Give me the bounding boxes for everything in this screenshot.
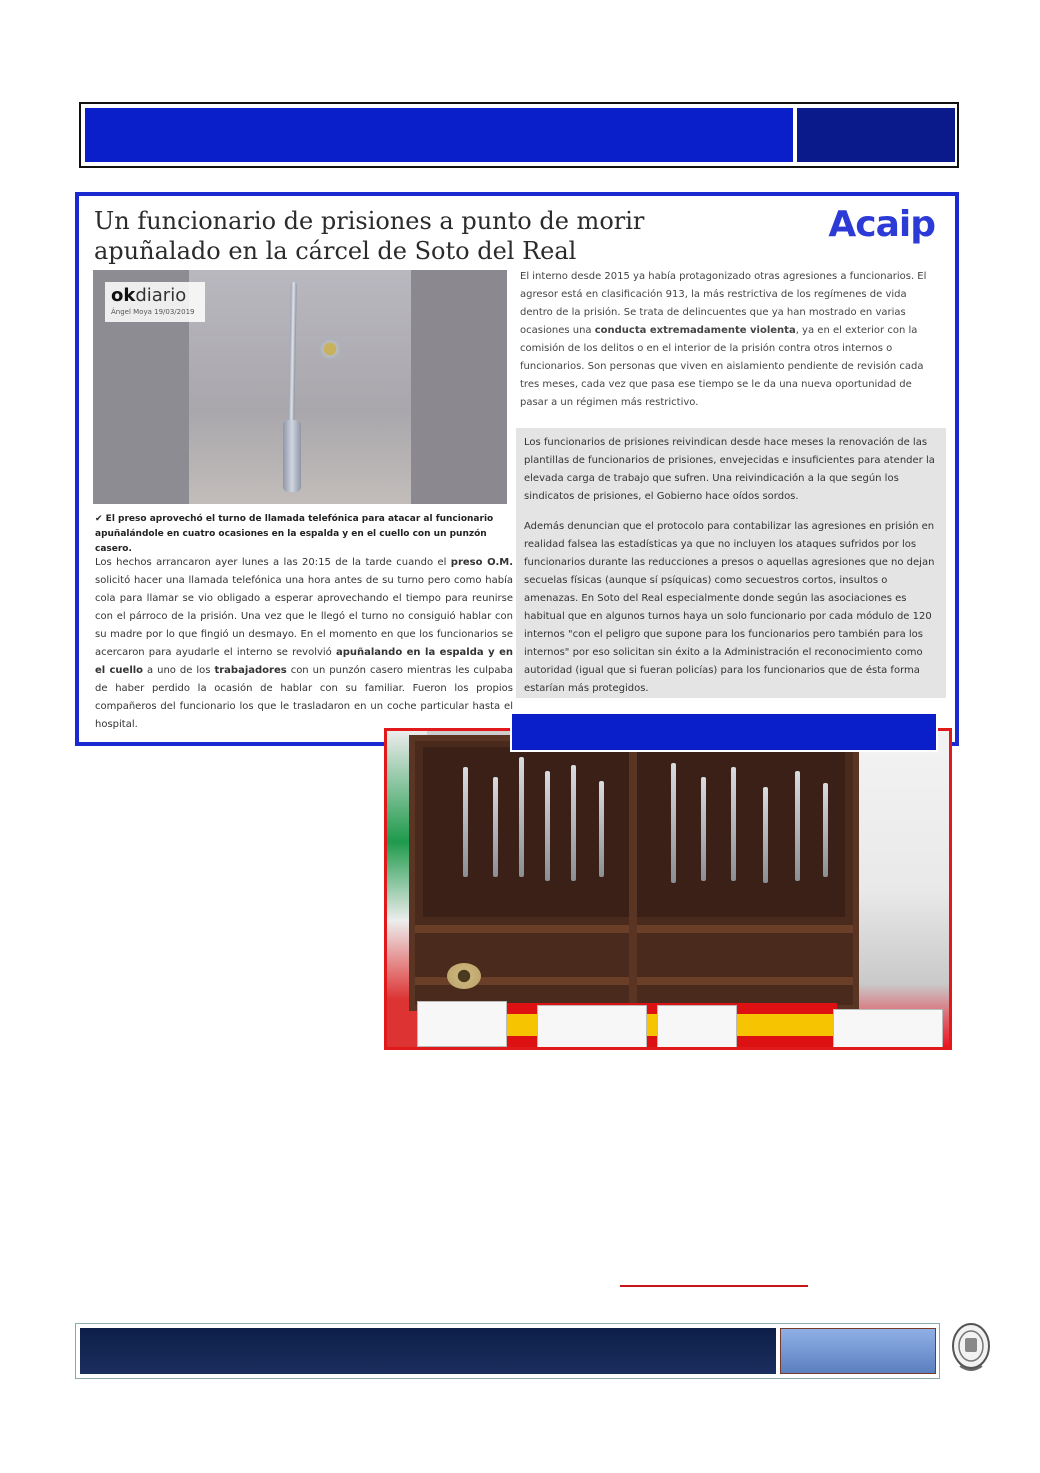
knife [701,777,706,881]
header-banner [79,102,959,168]
coin [319,338,341,360]
shank-handle [283,420,301,492]
knife [519,757,524,877]
coat-of-arms-icon [950,1320,992,1374]
highlight-paragraph: Los funcionarios de prisiones reivindican desde hace meses la renovación de las plantillas de funcionarios de prisiones, envejecidas e insuficientes para atender la elevada carga de trabajo que sufren. Una reivindicación a la que según los sindicatos de prisiones, el Gobierno hace oídos sordos. [524,437,935,502]
body-text: con un punzón casero mientras les culpaba de haber perdido la ocasión de hablar con su familiar. Fueron los propios compañeros del funcionario los que le trasladaron en un coche particular hasta el hospital. [95,665,513,730]
body-text: , ya en el exterior con la comisión de los delitos o en el interior de la prisión contra otros internos o funcionarios. Son personas que viven en aislamiento pendiente de revisión cada tres meses, cada vez que pasa ese tiempo se le da una nueva oportunidad de pasar a un régimen más restrictivo. [520,325,924,408]
header-bar-side [797,108,955,162]
knife [671,763,676,883]
red-underline [620,1285,808,1287]
photo-credit: Ángel Moya 19/03/2019 [111,308,195,316]
body-text: solicitó hacer una llamada telefónica una hora antes de su turno pero como había cola para llamar se vio obligado a esperar aprovechando el tiempo para reunirse con el párroco de la prisión. Una vez que le llegó el turno no consiguió hablar con su madre por lo que fingió un desmayo. En el momento en que los funcionarios se acercaron para ayudarle el interno se revolvió [95,575,513,658]
news-clipping [75,192,959,746]
okdiario-logo: okdiario [111,285,187,306]
knife [599,781,604,877]
body-bold: trabajadores [214,665,287,676]
evidence-sheet [537,1005,647,1049]
body-text: Los hechos arrancaron ayer lunes a las 20:15 de la tarde cuando el [95,557,451,568]
highlight-box [516,428,946,698]
photo-caption: ✔ El preso aprovechó el turno de llamada telefónica para atacar al funcionario apuñalándole en cuatro ocasiones en la espalda y en el cuello con un punzón casero. [95,514,494,554]
article-body-left [95,554,513,734]
knife [731,767,736,881]
highlight-paragraph: Además denuncian que el protocolo para contabilizar las agresiones en prisión en realidad falsea las estadísticas ya que no incluyen los ataques sufridos por los funcionarios durante las reducciones a presos o aquellas agresiones que no dejan secuelas físicas (aunque sí psíquicas) como secuestros cortos, insultos o amenazas. En Soto del Real especialmente donde según las asociaciones es habitual que en algunos turnos haya un solo funcionario por cada módulo de 120 internos "con el peligro que supone para los funcionarios pero también para los internos" por eso solicitan sin éxito a la Administración el reconocimiento como autoridad (igual que si fueran policías) para los funcionarios que de ésta forma estarían más protegidos. [524,521,935,694]
photo-title-bar [510,712,938,752]
protest-sign [833,1009,943,1049]
footer-banner [75,1323,940,1379]
evidence-sheet [417,1001,507,1047]
knife [463,767,468,877]
body-bold: conducta extremadamente violenta [594,325,796,336]
body-text: El interno desde 2015 ya había protagonizado otras agresiones a funcionarios. El agresor está en clasificación 913, la más restrictiva de los regímenes de vida dentro de la prisión. Se trata de delincuentes que ya han mostrado en varias ocasiones una [520,271,927,336]
knife [545,771,550,881]
cabinet-divider [629,741,637,1011]
knife [823,783,828,877]
footer-bar-side [780,1328,936,1374]
header-bar-main [85,108,793,162]
body-text: a uno de los [143,665,215,676]
body-bold: apuñalando en la espalda y en el cuello [95,647,513,676]
article-body-right [520,268,936,412]
okdiario-watermark [105,282,205,322]
knife [795,771,800,881]
weapon-photo [93,270,507,504]
photo-shade-right [411,270,507,504]
acaip-logo: Acaip [828,204,935,245]
article-headline: Un funcionario de prisiones a punto de morir apuñalado en la cárcel de Soto del Real [94,207,645,265]
knife [763,787,768,883]
footer-bar-main [80,1328,776,1374]
banner-right [849,731,949,1047]
tape-roll [447,963,481,989]
knife [493,777,498,877]
knife [571,765,576,881]
evidence-sheet [657,1005,737,1049]
weapons-cabinet-photo [384,728,952,1050]
body-bold: preso O.M. [450,557,513,568]
